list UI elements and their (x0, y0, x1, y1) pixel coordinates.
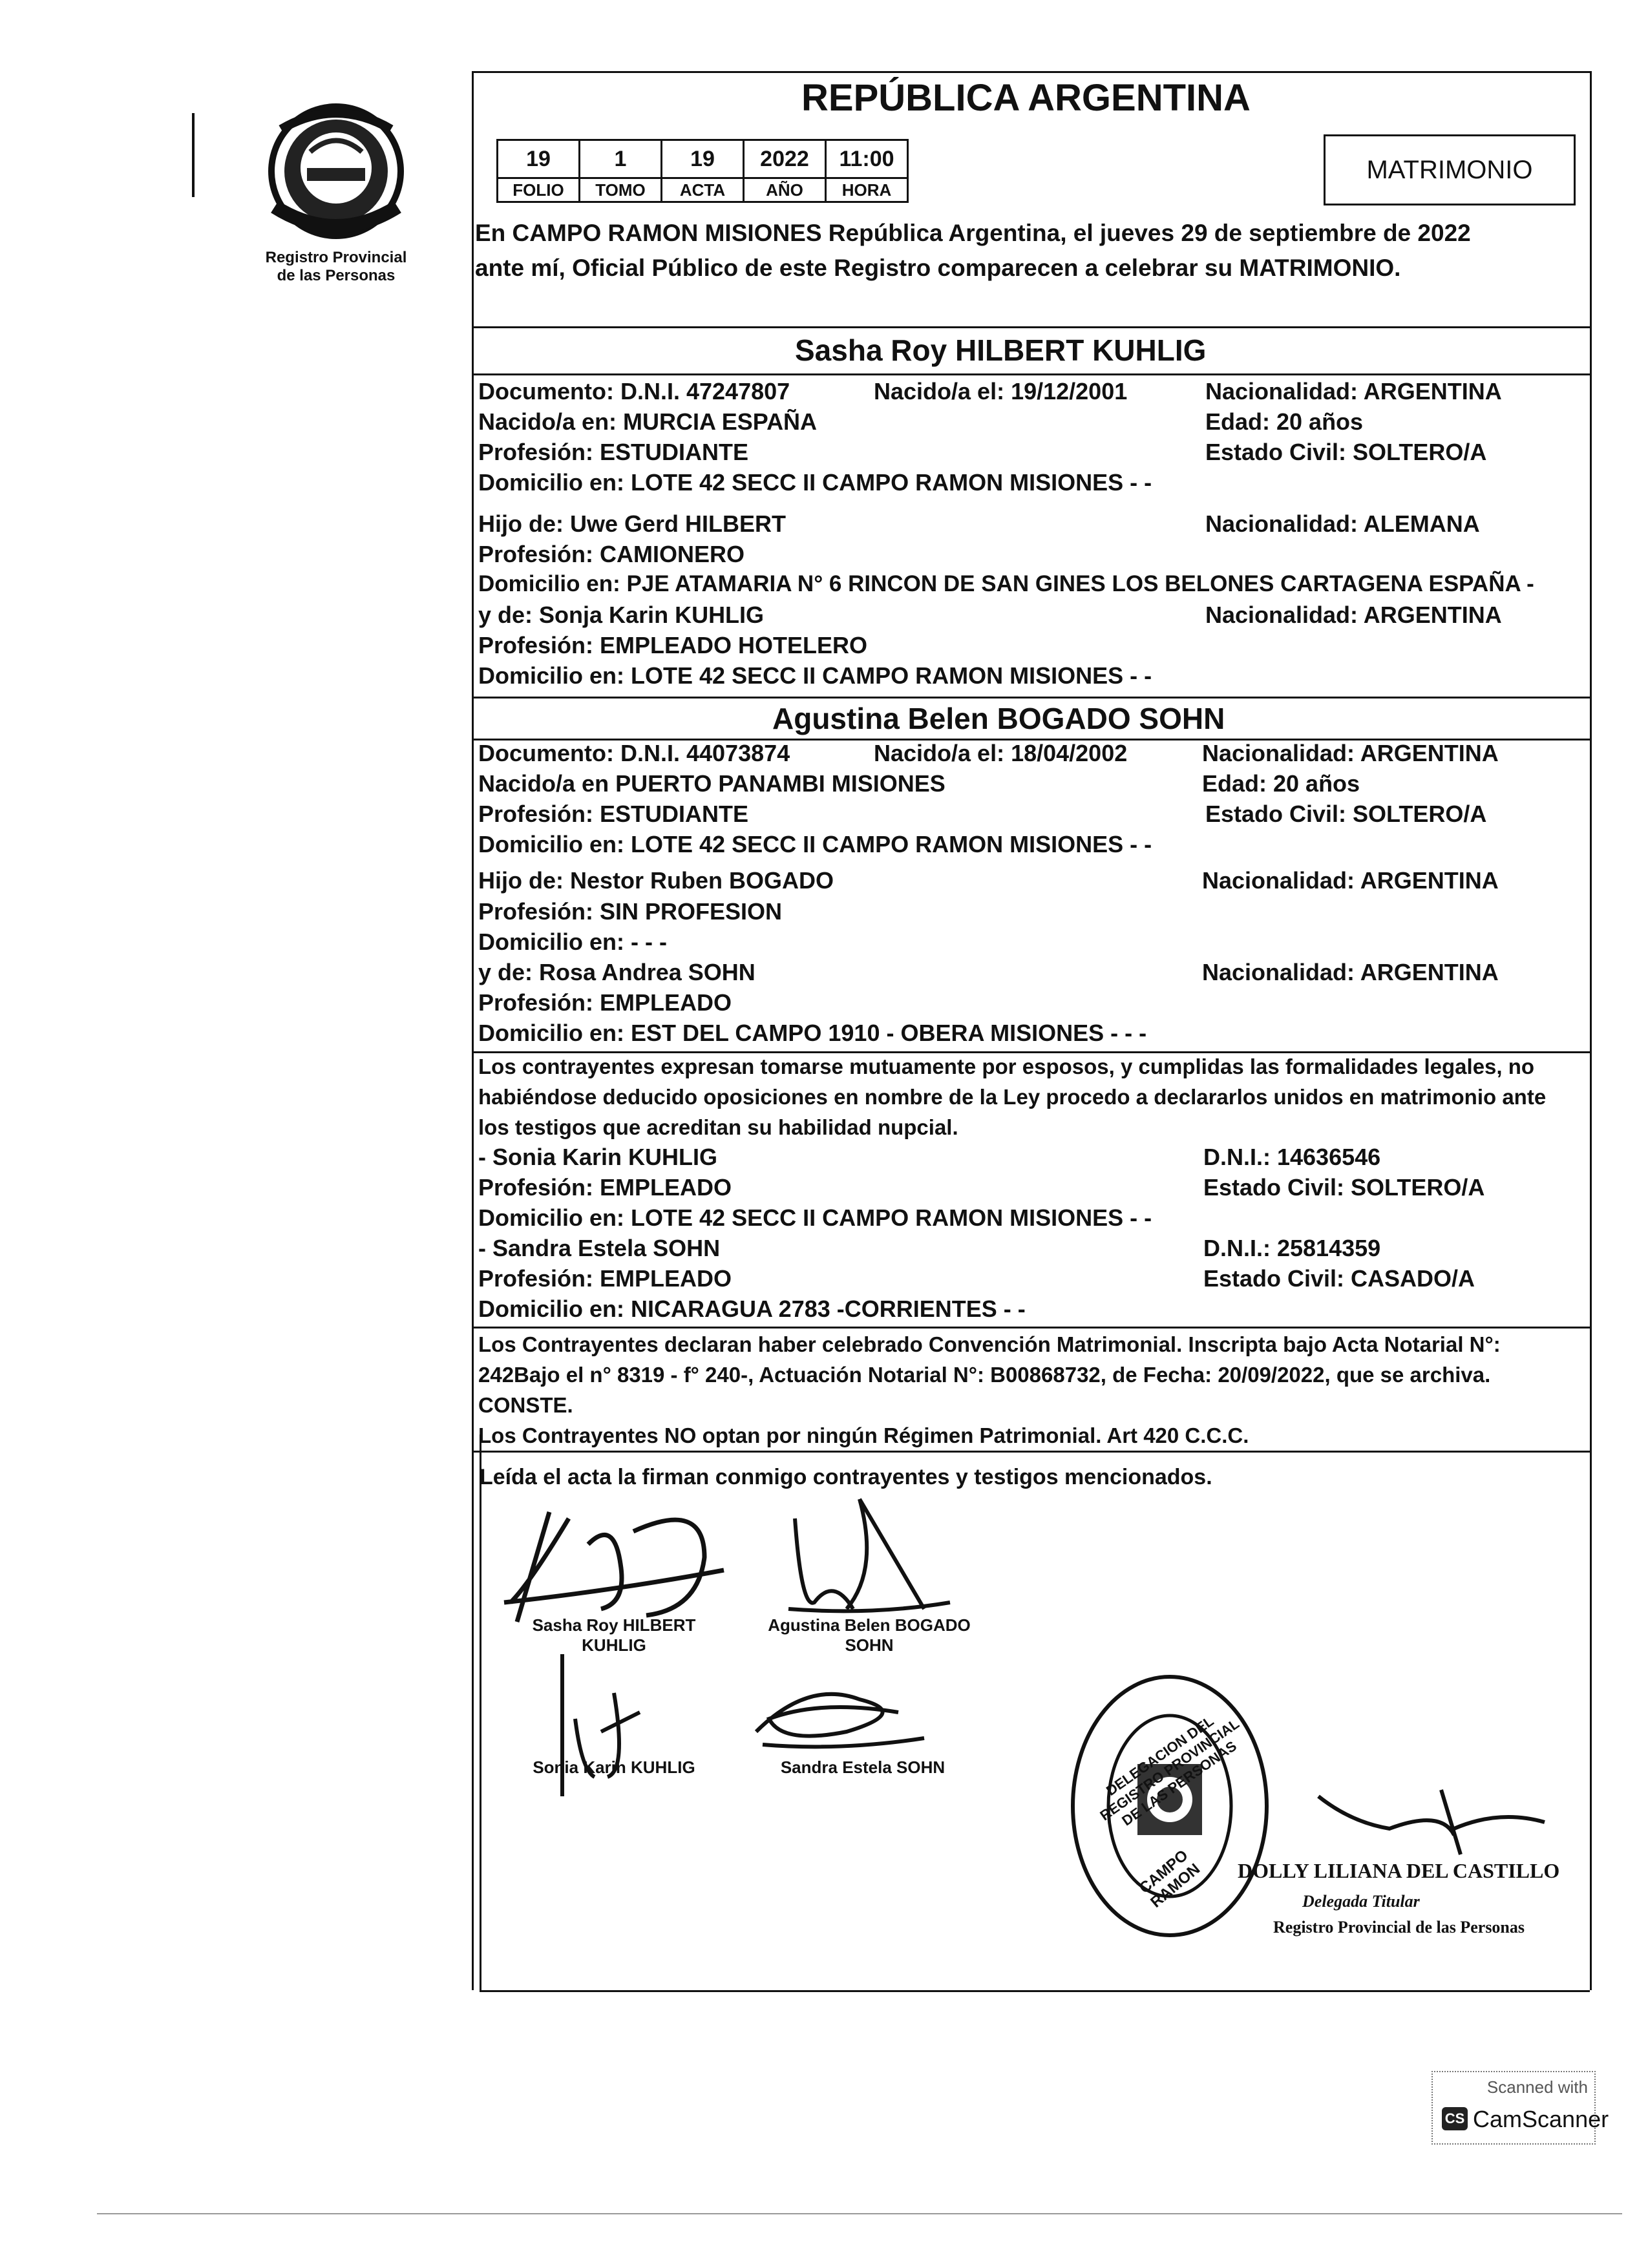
frame-top (472, 71, 1590, 73)
witness1-name: - Sonia Karin KUHLIG (478, 1144, 718, 1170)
witness2-dni: D.N.I.: 25814359 (1203, 1235, 1381, 1261)
registry-logo (262, 90, 410, 252)
stamp-ring-text: DELEGACION DEL REGISTRO PROVINCIAL DE LAS PERSONAS (1097, 1712, 1243, 1829)
spouse2-estado-civil: Estado Civil: SOLTERO/A (1205, 801, 1487, 827)
scanner-line-1: Scanned with (1486, 2077, 1588, 2097)
row (478, 541, 1590, 571)
spouse2-domicilio: Domicilio en: LOTE 42 SECC II CAMPO RAMON MISIONES - - (478, 831, 1152, 857)
row (478, 1144, 1590, 1173)
row (478, 801, 1590, 830)
folio-header: FOLIO (496, 177, 580, 203)
signatures-spouse2-line1: Agustina Belen BOGADO (768, 1615, 971, 1635)
witness1-dni: D.N.I.: 14636546 (1203, 1144, 1381, 1170)
spouse2-nacido-el: Nacido/a el: 18/04/2002 (874, 740, 1128, 766)
spouse1-name: Sasha Roy HILBERT KUHLIG (795, 333, 1207, 367)
row (478, 378, 1590, 408)
spouse2-father-nacionalidad: Nacionalidad: ARGENTINA (1202, 867, 1499, 894)
act-type-box: MATRIMONIO (1324, 134, 1576, 205)
hora-value: 11:00 (825, 139, 909, 179)
convention-line-1: Los Contrayentes declaran haber celebrado Convención Matrimonial. Inscripta bajo Acta Notarial N°: (478, 1332, 1501, 1356)
spouse1-father-domicilio: Domicilio en: PJE ATAMARIA N° 6 RINCON DE SAN GINES LOS BELONES CARTAGENA ESPAÑA - (478, 571, 1534, 596)
acta-value: 19 (660, 139, 745, 179)
official-name: DOLLY LILIANA DEL CASTILLO (1238, 1859, 1560, 1882)
official-title: Delegada Titular (1302, 1892, 1420, 1911)
spouse2-mother-profesion: Profesión: EMPLEADO (478, 989, 732, 1016)
declaration-line-3: los testigos que acreditan su habilidad nupcial. (478, 1115, 958, 1139)
row (478, 770, 1590, 800)
camscanner-watermark (1431, 2071, 1609, 2145)
spouse1-father: Hijo de: Uwe Gerd HILBERT (478, 510, 787, 537)
intro-line-2: ante mí, Oficial Público de este Registro comparecen a celebrar su MATRIMONIO. (475, 255, 1401, 281)
divider (472, 1451, 1590, 1453)
divider (472, 697, 1590, 698)
spouse2-edad: Edad: 20 años (1202, 770, 1360, 797)
spouse1-profesion: Profesión: ESTUDIANTE (478, 439, 749, 465)
divider (472, 373, 1590, 375)
row (478, 740, 1590, 770)
anio-value: 2022 (743, 139, 827, 179)
signature-label-spouse2 (763, 1615, 976, 1655)
folio-value: 19 (496, 139, 580, 179)
witness1-domicilio: Domicilio en: LOTE 42 SECC II CAMPO RAMON MISIONES - - (478, 1204, 1152, 1231)
spouse1-nacido-en: Nacido/a en: MURCIA ESPAÑA (478, 408, 818, 435)
registry-name: Registro Provincial de las Personas (265, 249, 407, 284)
declaration-line-2: habiéndose deducido oposiciones en nombre de la Ley procedo a declararlos unidos en matrimonio ante (478, 1085, 1547, 1109)
spouse2-mother-domicilio: Domicilio en: EST DEL CAMPO 1910 - OBERA MISIONES - - - (478, 1020, 1147, 1046)
signatures-spouse1-line1: Sasha Roy HILBERT (532, 1615, 696, 1635)
divider (472, 326, 1590, 328)
frame-right (1590, 71, 1592, 1990)
row (478, 571, 1590, 601)
signature-spouse1 (491, 1493, 737, 1635)
row (478, 989, 1590, 1019)
witness1-estado-civil: Estado Civil: SOLTERO/A (1203, 1174, 1485, 1201)
spouse1-edad: Edad: 20 años (1205, 408, 1364, 435)
row (478, 1296, 1590, 1325)
row (478, 510, 1590, 540)
spouse2-profesion: Profesión: ESTUDIANTE (478, 801, 749, 827)
spouse1-mother-profesion: Profesión: EMPLEADO HOTELERO (478, 632, 868, 658)
spouse1-nacionalidad: Nacionalidad: ARGENTINA (1205, 378, 1502, 404)
witness1-profesion: Profesión: EMPLEADO (478, 1174, 732, 1201)
spouse2-name: Agustina Belen BOGADO SOHN (772, 702, 1225, 735)
signature-witness2 (743, 1674, 937, 1758)
official-signature (1312, 1783, 1551, 1861)
spouse2-father-domicilio: Domicilio en: - - - (478, 929, 667, 955)
signatures-spouse2-line2: SOHN (845, 1635, 894, 1655)
spouse2-documento: Documento: D.N.I. 44073874 (478, 740, 790, 766)
spouse2-father-profesion: Profesión: SIN PROFESION (478, 898, 783, 925)
acta-header: ACTA (660, 177, 745, 203)
spouse2-nacionalidad: Nacionalidad: ARGENTINA (1202, 740, 1499, 766)
convention-line-3: CONSTE. (478, 1393, 573, 1417)
spouse1-mother-domicilio: Domicilio en: LOTE 42 SECC II CAMPO RAMON MISIONES - - (478, 662, 1152, 689)
spouse2-mother-nacionalidad: Nacionalidad: ARGENTINA (1202, 959, 1499, 985)
row (478, 1204, 1590, 1234)
official-registry: Registro Provincial de las Personas (1273, 1918, 1525, 1937)
row (478, 1235, 1590, 1265)
row (478, 959, 1590, 989)
intro-line-1: En CAMPO RAMON MISIONES República Argentina, el jueves 29 de septiembre de 2022 (475, 220, 1471, 246)
divider (472, 1327, 1590, 1328)
frame-left-lower (480, 1434, 481, 1990)
signature-label-witness1: Sonia Karin KUHLIG (533, 1758, 695, 1777)
row (478, 929, 1590, 958)
signature-spouse2 (776, 1480, 956, 1628)
spouse2-mother: y de: Rosa Andrea SOHN (478, 959, 755, 985)
hora-header: HORA (825, 177, 909, 203)
spouse1-father-profesion: Profesión: CAMIONERO (478, 541, 745, 567)
row (478, 602, 1590, 631)
witness2-profesion: Profesión: EMPLEADO (478, 1265, 732, 1292)
spouse1-domicilio: Domicilio en: LOTE 42 SECC II CAMPO RAMON MISIONES - - (478, 469, 1152, 496)
witness2-estado-civil: Estado Civil: CASADO/A (1203, 1265, 1475, 1292)
declaration-line-1: Los contrayentes expresan tomarse mutuamente por esposos, y cumplidas las formalidades legales, no (478, 1055, 1535, 1078)
signatures-spouse1-line2: KUHLIG (582, 1635, 646, 1655)
row (478, 898, 1590, 928)
witness2-domicilio: Domicilio en: NICARAGUA 2783 -CORRIENTES - - (478, 1296, 1026, 1322)
margin-mark (184, 113, 195, 197)
country-title: REPÚBLICA ARGENTINA (801, 77, 1251, 119)
convention-line-4: Los Contrayentes NO optan por ningún Régimen Patrimonial. Art 420 C.C.C. (478, 1423, 1249, 1447)
spouse1-documento: Documento: D.N.I. 47247807 (478, 378, 790, 404)
row (478, 408, 1590, 438)
scanner-badge: CS (1442, 2107, 1468, 2130)
row (478, 831, 1590, 861)
signature-label-witness2: Sandra Estela SOHN (780, 1758, 945, 1777)
scanner-line-2: CamScanner (1473, 2106, 1609, 2132)
frame-bottom (480, 1990, 1590, 1992)
row (478, 469, 1590, 499)
row (478, 1265, 1590, 1295)
row (478, 867, 1590, 897)
spouse2-nacido-en: Nacido/a en PUERTO PANAMBI MISIONES (478, 770, 945, 797)
row (478, 1174, 1590, 1204)
row (478, 1020, 1590, 1049)
page-bottom-edge (97, 2213, 1622, 2214)
convention-line-2: 242Bajo el n° 8319 - f° 240-, Actuación Notarial N°: B00868732, de Fecha: 20/09/2022, que se archiva. (478, 1363, 1491, 1387)
signature-witness1 (536, 1641, 666, 1803)
stamp-center-text: CAMPO RAMON (1136, 1846, 1204, 1911)
spouse1-estado-civil: Estado Civil: SOLTERO/A (1205, 439, 1487, 465)
row (478, 662, 1590, 692)
closing-text: Leída el acta la firman conmigo contrayentes y testigos mencionados. (480, 1465, 1212, 1489)
spouse1-nacido-el: Nacido/a el: 19/12/2001 (874, 378, 1128, 404)
tomo-value: 1 (578, 139, 662, 179)
witness2-name: - Sandra Estela SOHN (478, 1235, 721, 1261)
registry-seal-icon (262, 90, 410, 252)
tomo-header: TOMO (578, 177, 662, 203)
spouse1-father-nacionalidad: Nacionalidad: ALEMANA (1205, 510, 1480, 537)
spouse1-mother: y de: Sonja Karin KUHLIG (478, 602, 765, 628)
row (478, 439, 1590, 468)
spouse1-mother-nacionalidad: Nacionalidad: ARGENTINA (1205, 602, 1502, 628)
spouse2-father: Hijo de: Nestor Ruben BOGADO (478, 867, 834, 894)
row (478, 632, 1590, 662)
frame-left (472, 71, 474, 1990)
anio-header: AÑO (743, 177, 827, 203)
